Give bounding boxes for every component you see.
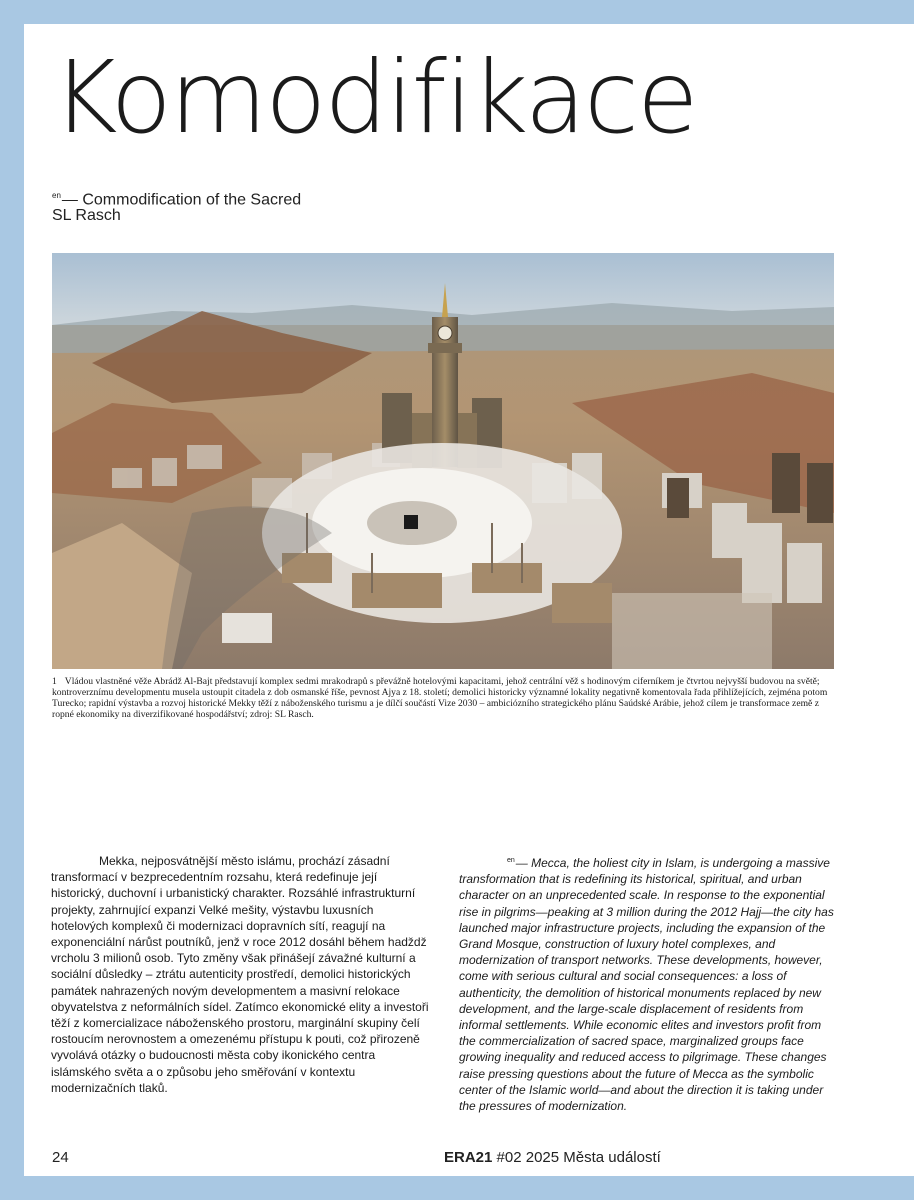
language-tag: en <box>507 857 515 864</box>
mecca-aerial-photo <box>52 253 834 669</box>
figure-caption <box>52 676 842 720</box>
english-paragraph <box>459 853 839 1114</box>
article-title: Komodifikace <box>52 39 697 156</box>
page <box>24 24 914 1176</box>
caption-text: Vládou vlastněné věže Abrádž Al-Bajt představují komplex sedmi mrakodrapů s převážně hotelovými kapacitami, jehož centrální věž s hodinovým ciferníkem je čtvrtou nejvyšší budovou na světě; kontroverznímu developmentu musela ustoupit citadela z dob osmanské říše, pevnost Ajya z 18. století; demolici historicky významné lokality negativně komentovala řada přihlížejících, zejména potom Turecko; rapidní výstavba a rozvoj historické Mekky těží z náboženského turismu a je dílčí součástí Vize 2030 – ambiciózního strategického plánu Saúdské Arábie, jehož cílem je transformace země z ropné ekonomiky na diverzifikované hospodářství; zdroj: SL Rasch. <box>52 676 828 720</box>
english-text: — Mecca, the holiest city in Islam, is undergoing a massive transformation that is redefining its historical, spiritual, and urban character on an unprecedented scale. In response to the exponential rise in pilgrims—peaking at 3 million during the 2012 Hajj—the city has launched major infrastructure projects, including the expansion of the Grand Mosque, construction of luxury hotel complexes, and modernization of transport networks. These developments, however, come with serious cultural and social consequences: a loss of authenticity, the demolition of historical monuments replaced by new development, and the large-scale displacement of residents from informal settlements. While economic elites and investors profit from the commercialization of sacred space, marginalized groups face growing inequality and reduced access to pilgrimage. These changes raise pressing questions about the future of Mecca as the symbolic center of the Islamic world—and about the direction it is taking under the pressures of modernization. <box>459 856 834 1114</box>
figure-number: 1 <box>52 676 57 687</box>
czech-paragraph: Mekka, nejposvátnější město islámu, prochází zásadní transformací v bezprecedentním rozsahu, která redefinuje její historický, duchovní i urbanistický charakter. Rozsáhlé infrastrukturní projekty, zahrnující expanzi Velké mešity, výstavbu luxusních hotelových komplexů či modernizaci dopravních sítí, reagují na exponenciální nárůst poutníků, jenž v roce 2012 dosáhl během hadždž vrcholu 3 milionů osob. Tyto změny však přinášejí závažné kulturní a sociální důsledky – ztrátu autenticity prostředí, demolici historických památek nahrazených novým developmentem a masivní relokace obyvatelstva z neformálních sídel. Zatímco ekonomické elity a investoři těží z komercializace náboženského prostoru, marginální skupiny čelí rostoucím nerovnostem a omezenému přístupu k pouti, což přirozeně vyvolává otázky o budoucnosti města coby ikonického centra islámského světa a o způsobu jeho směřování v kontextu modernizačních tlaků. <box>51 854 429 1095</box>
article-author: SL Rasch <box>52 207 121 224</box>
body-czech <box>51 853 431 1096</box>
magazine-info <box>444 1149 661 1166</box>
language-tag: en <box>52 191 61 200</box>
subtitle-text: — Commodification of the Sacred <box>61 191 302 209</box>
page-number: 24 <box>52 1149 69 1166</box>
issue-info: #02 2025 Města událostí <box>496 1149 661 1166</box>
magazine-name: ERA21 <box>444 1149 493 1166</box>
body-english <box>459 853 839 1114</box>
